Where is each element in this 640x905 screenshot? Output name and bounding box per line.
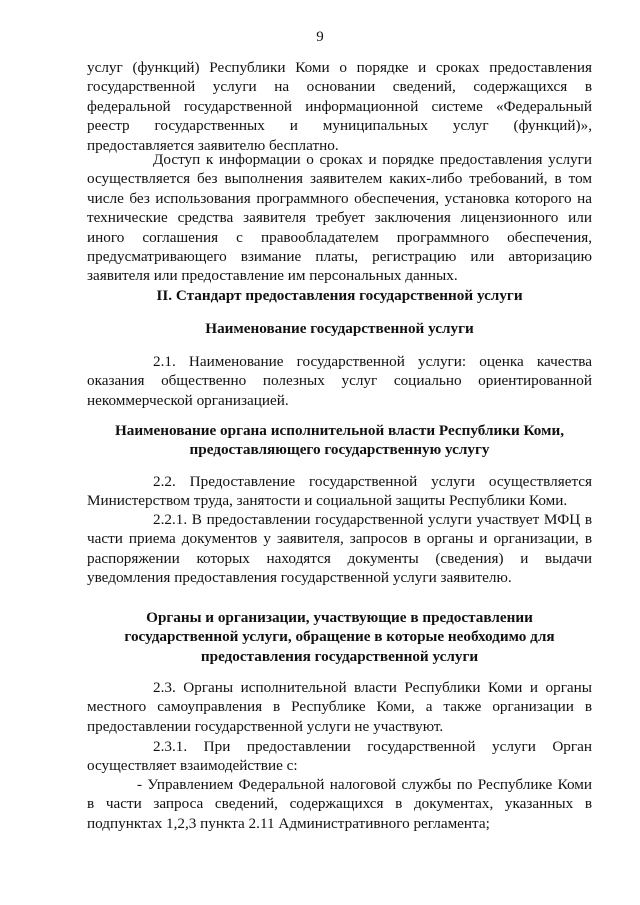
paragraph-2-1	[87, 352, 592, 410]
paragraph-text: - Управлением Федеральной налоговой службы по Республике Коми в части запроса сведений, содержащихся в документах, указанных в подпунктах 1,2,3 пункта 2.11 Административного регламента;	[87, 776, 592, 832]
subheading-authority	[87, 421, 592, 460]
page-number: 9	[316, 29, 324, 45]
subheading-line: Наименование органа исполнительной власти Республики Коми,	[114, 422, 564, 439]
paragraph-text: 2.2.1. В предоставлении государственной услуги участвует МФЦ в части приема документов у заявителя, запросов в органы и организации, в распоряжении которых находятся документы (сведения) и выдачи уведомления предоставления государственной услуги заявителю.	[87, 511, 592, 587]
subheading-service-name	[87, 319, 592, 338]
section-heading	[87, 286, 592, 305]
paragraph-2-3	[87, 678, 592, 736]
subheading-line: предоставляющего государственную услугу	[189, 441, 490, 459]
subheading-line: Органы и организации, участвующие в предоставлении	[146, 609, 533, 626]
paragraph-text: Доступ к информации о сроках и порядке предоставления услуги осуществляется без выполнения заявителем каких-либо требований, в том числе без использования программного обеспечения, установка которого на технические средства заявителя требует заключения лицензионного или иного соглашения с правообладателем программного обеспечения, предусматривающего взимание платы, регистрацию или авторизацию заявителя или предоставление им персональных данных.	[87, 151, 592, 285]
paragraph-text: 2.1. Наименование государственной услуги: оценка качества оказания общественно полезных услуг социально ориентированной некоммерческой организацией.	[87, 353, 592, 409]
paragraph-text: 2.3. Органы исполнительной власти Республики Коми и органы местного самоуправления в Республике Коми, а также организации в предоставлении государственной услуги не участвуют.	[87, 679, 592, 735]
subheading-line: государственной услуги, обращение в которые необходимо для	[124, 628, 555, 646]
section-title: II. Стандарт предоставления государственной услуги	[156, 287, 523, 304]
paragraph-fns	[87, 775, 592, 833]
paragraph-2-2	[87, 472, 592, 511]
subheading-organizations	[87, 608, 592, 666]
paragraph-access	[87, 150, 592, 286]
paragraph-text: услуг (функций) Республики Коми о порядке и сроках предоставления государственной услуги на основании сведений, содержащихся в федеральной государственной информационной системе «Федеральный реестр государственных и муниципальных услуг (функций)», предоставляется заявителю бесплатно.	[87, 59, 592, 154]
subheading-text: Наименование государственной услуги	[205, 320, 474, 337]
paragraph-text: 2.2. Предоставление государственной услуги осуществляется Министерством труда, занятости и социальной защиты Республики Коми.	[87, 473, 592, 510]
paragraph-2-3-1	[87, 737, 592, 776]
paragraph-info-free	[87, 58, 592, 155]
paragraph-2-2-1	[87, 510, 592, 588]
subheading-line: предоставления государственной услуги	[200, 647, 479, 665]
paragraph-text: 2.3.1. При предоставлении государственной услуги Орган осуществляет взаимодействие с:	[87, 738, 592, 775]
